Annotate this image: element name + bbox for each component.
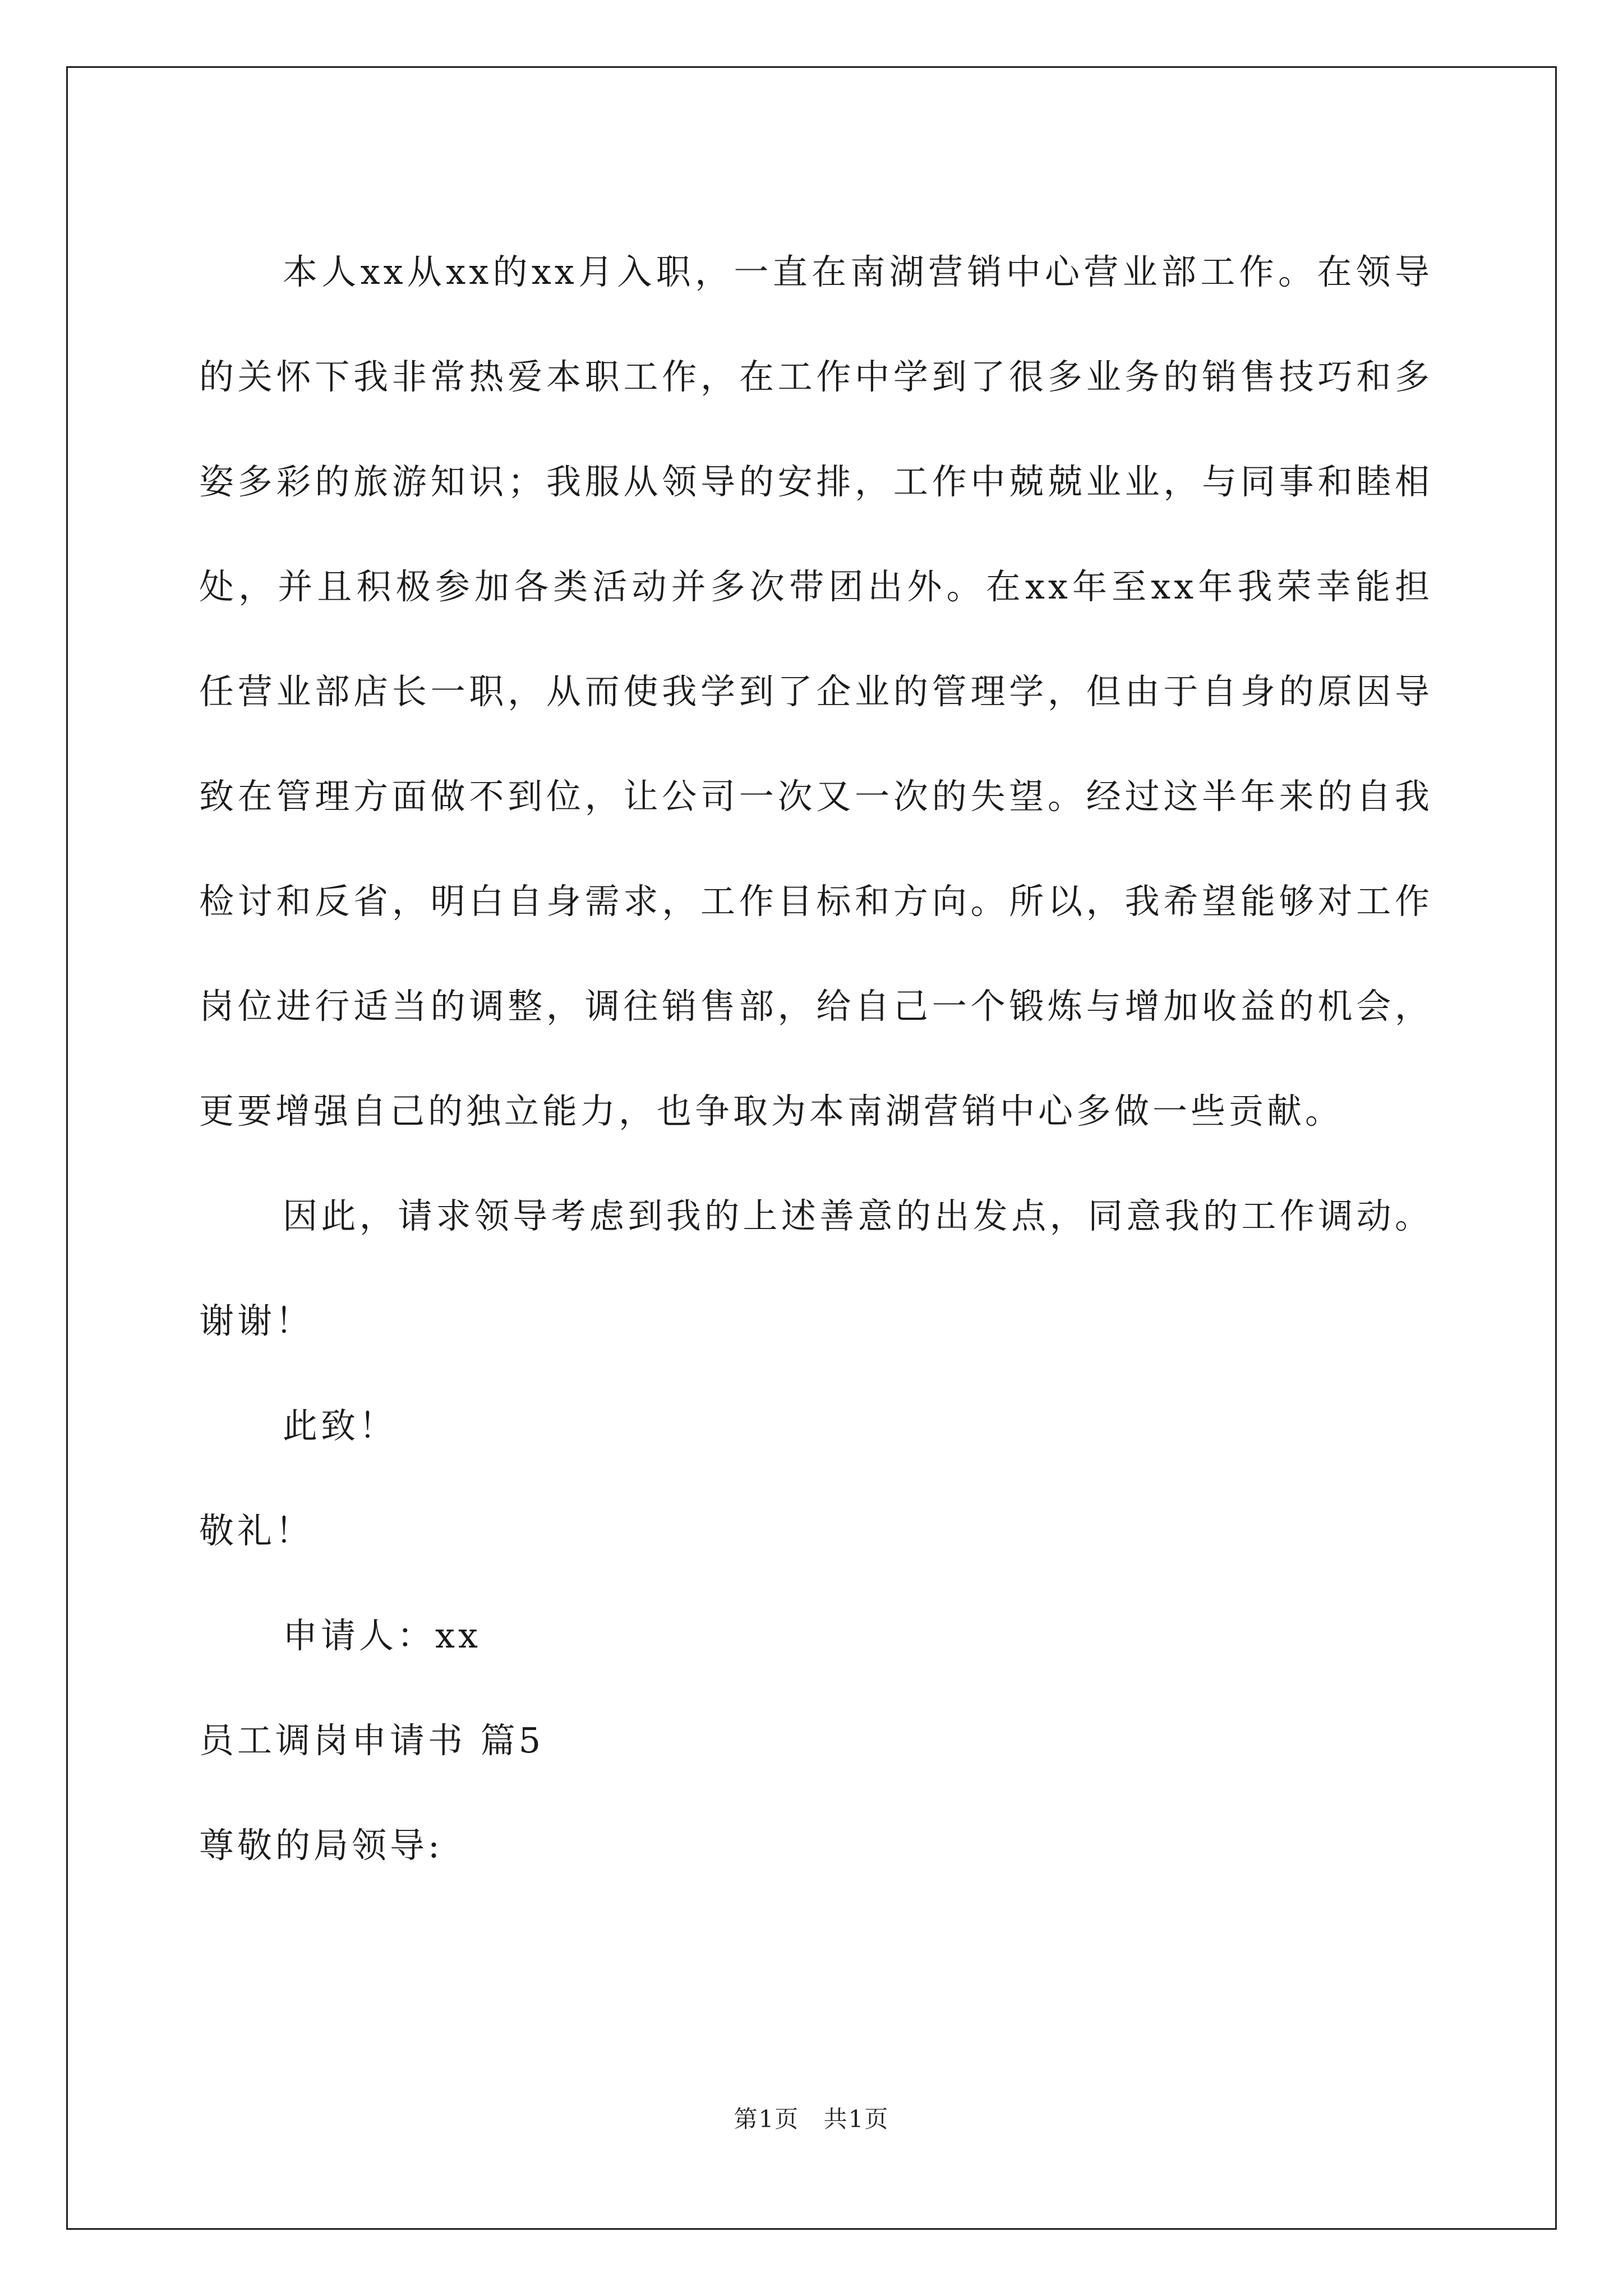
page-number: 第1页 xyxy=(734,2105,800,2133)
applicant-signature: 申请人：xx xyxy=(283,1615,481,1656)
letter-greeting: 尊敬的局领导: xyxy=(199,1825,443,1866)
section-heading: 员工调岗申请书 篇5 xyxy=(199,1720,545,1761)
paragraph-request-body: 本人xx从xx的xx月入职，一直在南湖营销中心营业部工作。在领导的关怀下我非常热爱本职工作，在工作中学到了很多业务的销售技巧和多姿多彩的旅游知识；我服从领导的安排，工作中兢兢业业，与同事和睦相处，并且积极参加各类活动并多次带团出外。在xx年至xx年我荣幸能担任营业部店长一职，从而使我学到了企业的管理学，但由于自身的原因导致在管理方面做不到位，让公司一次又一次的失望。经过这半年来的自我检讨和反省，明白自身需求，工作目标和方向。所以，我希望能够对工作岗位进行适当的调整，调往销售部，给自己一个锻炼与增加收益的机会，更要增强自己的独立能力，也争取为本南湖营销中心多做一些贡献。 xyxy=(199,251,1433,1131)
closing-regards: 敬礼！ xyxy=(199,1510,314,1551)
paragraph-request-conclusion: 因此，请求领导考虑到我的上述善意的出发点，同意我的工作调动。谢谢！ xyxy=(199,1195,1433,1341)
closing-salutation: 此致！ xyxy=(283,1405,398,1446)
page-total: 共1页 xyxy=(823,2105,889,2133)
page-footer xyxy=(0,2101,1623,2134)
document-body xyxy=(199,219,1433,1898)
